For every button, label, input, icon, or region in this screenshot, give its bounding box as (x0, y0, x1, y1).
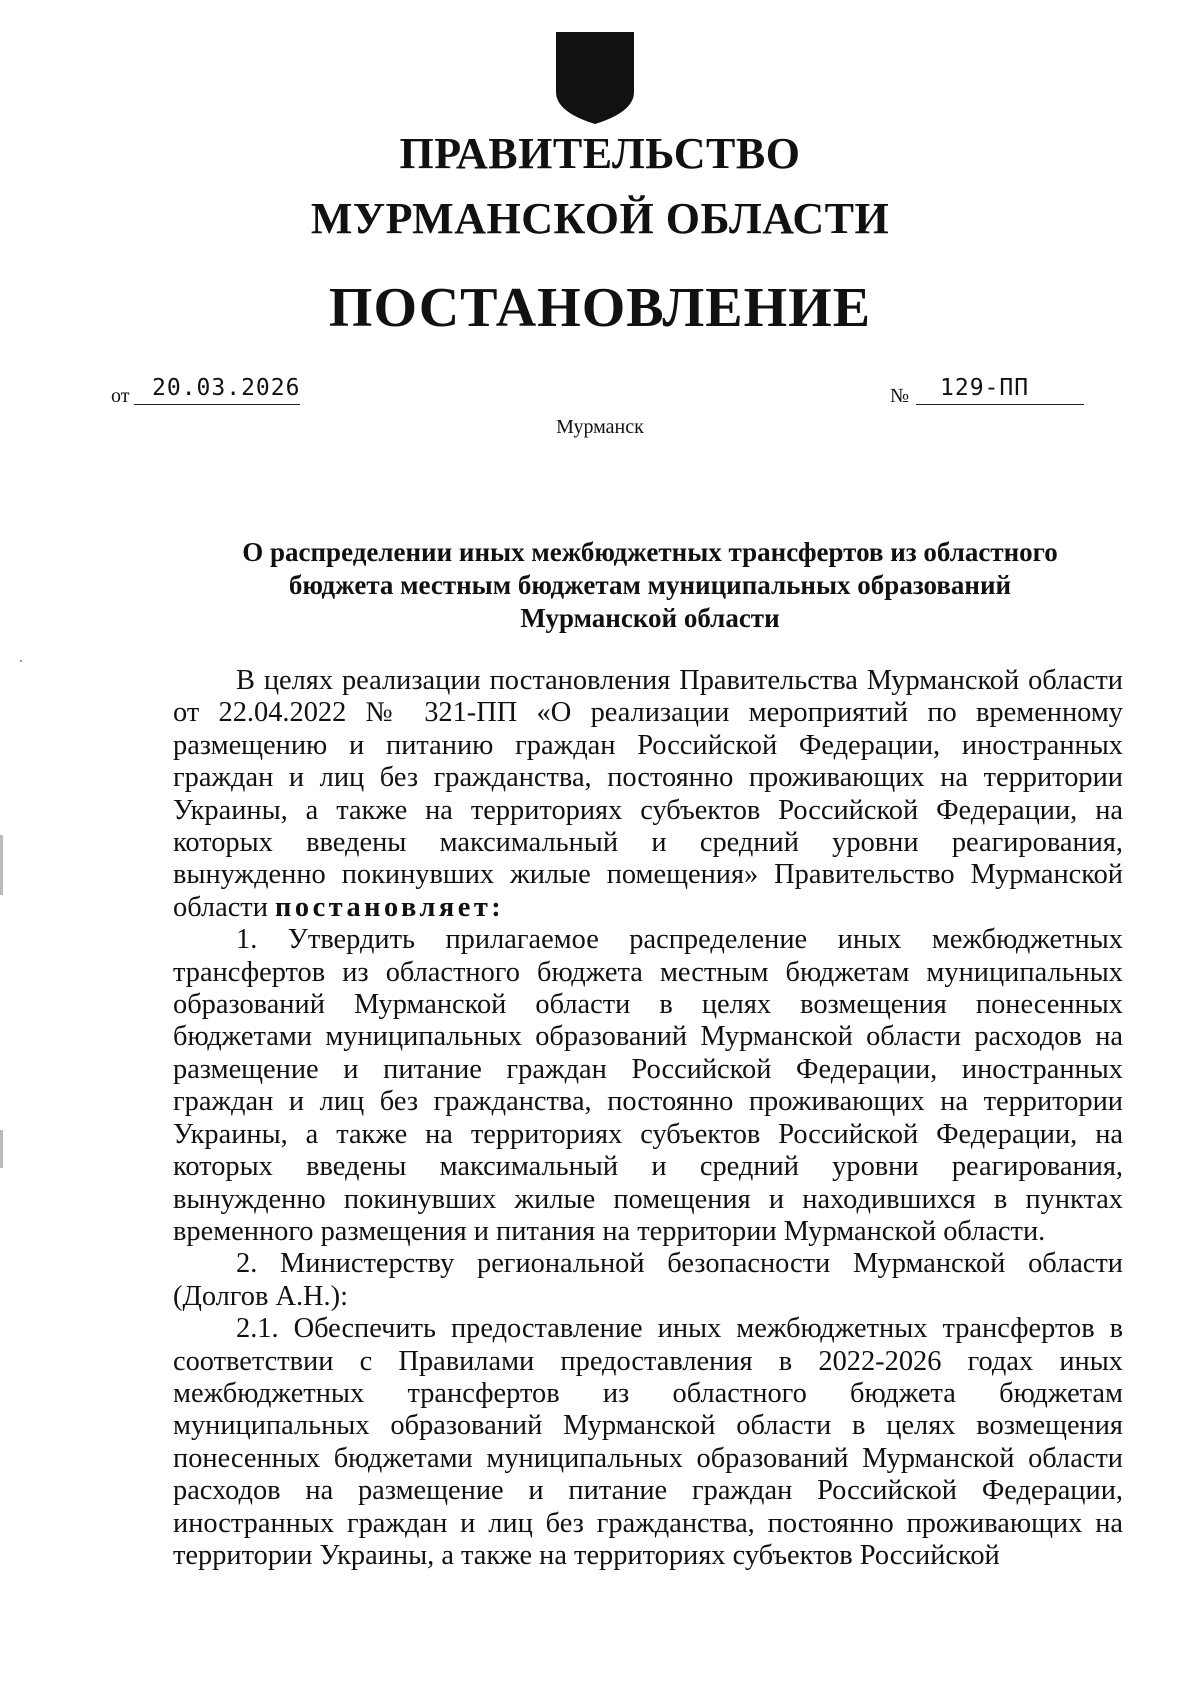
document-body (173, 665, 1123, 1572)
number-prefix: № (890, 385, 910, 407)
government-name-line1: ПРАВИТЕЛЬСТВО (399, 129, 801, 178)
item-2-paragraph: 2. Министерству региональной безопасности Мурманской области (Долгов А.Н.): (173, 1248, 1123, 1312)
item-1-paragraph: 1. Утвердить прилагаемое распределение иных межбюджетных трансфертов из областного бюджета местным бюджетам муниципальных образований Мурманской области в целях возмещения понесенных бюджетами муниципальных образований Мурманской области расходов на размещение и питание граждан Российской Федерации, иностранных граждан и лиц без гражданства, постоянно проживающих на территории Украины, а также на территориях субъектов Российской Федерации, на которых введены максимальный и средний уровни реагирования, вынужденно покинувших жилые помещения и находившихся в пунктах временного размещения и питания на территории Мурманской области. (173, 924, 1123, 1247)
government-name-line2: МУРМАНСКОЙ ОБЛАСТИ (310, 194, 890, 243)
date-prefix: от (111, 385, 130, 407)
preamble-text: В целях реализации постановления Правительства Мурманской области от 22.04.2022 № 321-ПП «О реализации мероприятий по временному размещению и питанию граждан Российской Федерации, иностранных граждан и лиц без гражданства, постоянно проживающих на территории Украины, а также на территориях субъектов Российской Федерации, на которых введены максимальный и средний уровни реагирования, вынужденно покинувших жилые помещения» Правительство Мурманской области (173, 665, 1123, 923)
date-value: 20.03.2026 (152, 375, 301, 401)
number-field (916, 377, 1084, 405)
title-line: Мурманской области (520, 603, 780, 633)
scan-margin-mark (0, 1130, 3, 1168)
resolves-colon: : (491, 891, 505, 923)
title-line: О распределении иных межбюджетных трансфертов из областного (242, 537, 1058, 567)
scan-speck (20, 660, 22, 662)
preamble-paragraph (173, 665, 1123, 924)
resolves-word: постановляет (275, 891, 492, 923)
item-2-1-paragraph: 2.1. Обеспечить предоставление иных межбюджетных трансфертов в соответствии с Правилами предоставления в 2022-2026 годах иных межбюджетных трансфертов из областного бюджета бюджетам муниципальных образований Мурманской области в целях возмещения понесенных бюджетами муниципальных образований Мурманской области расходов на размещение и питание граждан Российской Федерации, иностранных граждан и лиц без гражданства, постоянно проживающих на территории Украины, а также на территориях субъектов Российской (173, 1313, 1123, 1571)
scan-margin-mark (0, 835, 3, 895)
coat-of-arms-icon (554, 30, 636, 126)
city-name: Мурманск (556, 416, 644, 438)
document-type: ПОСТАНОВЛЕНИЕ (328, 277, 872, 339)
title-line: бюджета местным бюджетам муниципальных образований (288, 570, 1012, 600)
date-field (134, 377, 300, 405)
number-value: 129-ПП (940, 375, 1030, 401)
document-title (200, 536, 1100, 635)
